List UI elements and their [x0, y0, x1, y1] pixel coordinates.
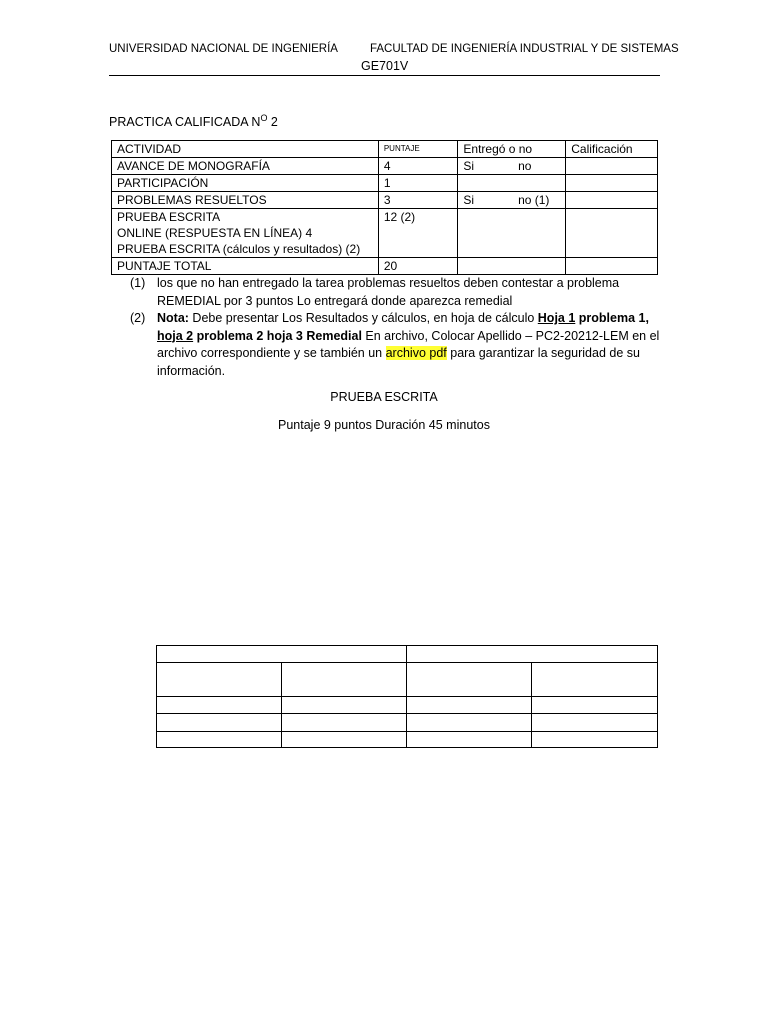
table-row-total	[112, 258, 658, 275]
table-cell	[406, 732, 532, 748]
table-cell	[532, 697, 658, 714]
note-number: (1)	[130, 276, 146, 290]
score-cell: 20	[378, 258, 458, 275]
table-cell	[532, 714, 658, 732]
score-cell: 1	[378, 175, 458, 192]
section-subtitle: Puntaje 9 puntos Duración 45 minutos	[278, 418, 490, 432]
note-text: los que no han entregado la tarea problemas resueltos deben contestar a problema REMEDIAL por 3 puntos Lo entregará donde aparezca remedial	[157, 276, 620, 308]
hoja-2-ref: hoja 2	[157, 328, 194, 343]
list-item: (2) Nota: Debe presentar Los Resultados y cálculos, en hoja de cálculo Hoja 1 problema 1, hoja 2 problema 2 hoja 3 Remedial En archivo, Colocar Apellido – PC2-20212-LEM en el archivo correspondiente y se también un archivo pdf para garantizar la seguridad de su información.	[130, 311, 660, 378]
table-cell	[281, 714, 406, 732]
table-row	[157, 714, 658, 732]
table-header-row	[112, 141, 658, 158]
table-row	[112, 175, 658, 192]
highlighted-pdf-text: archivo pdf	[385, 346, 447, 360]
table-cell	[157, 697, 282, 714]
note-number: (2)	[130, 311, 146, 325]
table-cell	[157, 732, 282, 748]
header-faculty: FACULTAD DE INGENIERÍA INDUSTRIAL Y DE SISTEMAS	[370, 43, 679, 55]
activity-cell: PRUEBA ESCRITA ONLINE (RESPUESTA EN LÍNEA) 4 PRUEBA ESCRITA (cálculos y resultados) (2)	[112, 209, 379, 258]
column-header-grade: Calificación	[566, 141, 658, 158]
table-cell	[406, 697, 532, 714]
table-cell	[281, 697, 406, 714]
page-title: PRACTICA CALIFICADA $N^O$ 2	[109, 113, 278, 130]
table-cell	[532, 732, 658, 748]
table-row	[157, 663, 658, 697]
table-row	[112, 209, 658, 258]
title-superscript: O	[260, 113, 268, 123]
table-row	[112, 158, 658, 175]
score-cell: 3	[378, 192, 458, 209]
table-cell	[406, 714, 532, 732]
grading-table	[111, 140, 658, 275]
grade-cell	[566, 192, 658, 209]
section-title: PRUEBA ESCRITA	[330, 390, 438, 404]
table-cell	[157, 646, 407, 663]
note-label: Nota:	[157, 311, 189, 325]
list-item	[130, 275, 665, 310]
table-row	[157, 646, 658, 663]
table-cell	[157, 663, 282, 697]
grade-cell	[566, 209, 658, 258]
column-header-activity: ACTIVIDAD	[112, 141, 379, 158]
notes-list	[130, 275, 665, 380]
score-cell: 4	[378, 158, 458, 175]
table-cell	[406, 646, 658, 663]
header-university: UNIVERSIDAD NACIONAL DE INGENIERÍA	[109, 43, 338, 55]
activity-cell: PROBLEMAS RESUELTOS	[112, 192, 379, 209]
grade-cell	[566, 258, 658, 275]
header-divider	[109, 75, 660, 76]
delivered-cell: Si no (1)	[458, 192, 566, 209]
blank-table	[156, 645, 658, 748]
grade-cell	[566, 175, 658, 192]
column-header-delivered: Entregó o no	[458, 141, 566, 158]
delivered-cell	[458, 209, 566, 258]
table-cell	[532, 663, 658, 697]
grade-cell	[566, 158, 658, 175]
course-code: GE701V	[361, 59, 409, 73]
activity-cell: PUNTAJE TOTAL	[112, 258, 379, 275]
delivered-cell: Si no	[458, 158, 566, 175]
table-cell	[281, 663, 406, 697]
delivered-cell	[458, 175, 566, 192]
table-row	[157, 732, 658, 748]
score-cell: 12 (2)	[378, 209, 458, 258]
hoja-1-ref: Hoja 1	[537, 311, 576, 325]
table-cell	[281, 732, 406, 748]
delivered-cell	[458, 258, 566, 275]
table-cell	[406, 663, 532, 697]
table-row	[112, 192, 658, 209]
table-cell	[157, 714, 282, 732]
column-header-score: PUNTAJE	[378, 141, 458, 158]
activity-cell: AVANCE DE MONOGRAFÍA	[112, 158, 379, 175]
table-row	[157, 697, 658, 714]
activity-cell: PARTICIPACIÓN	[112, 175, 379, 192]
